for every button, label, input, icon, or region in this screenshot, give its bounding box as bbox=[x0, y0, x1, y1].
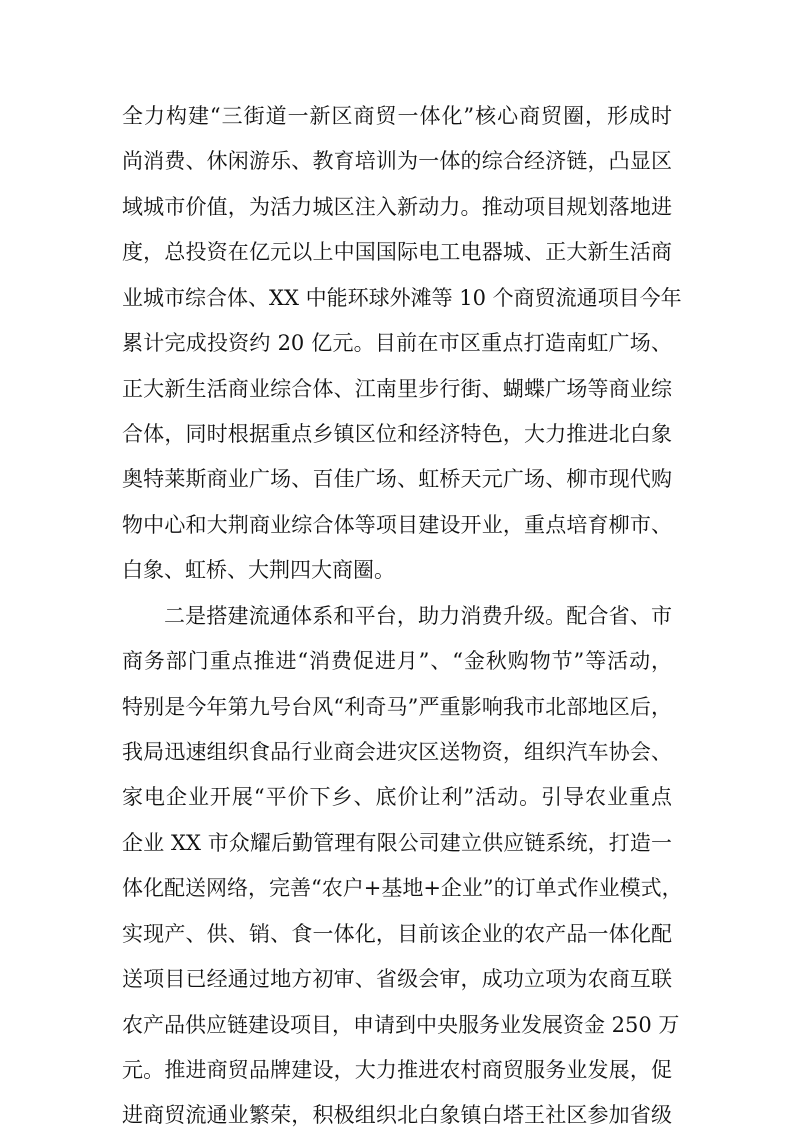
text-line: 正大新生活商业综合体、江南里步行街、蝴蝶广场等商业综 bbox=[122, 377, 672, 401]
text-line: 商务部门重点推进“消费促进月”、“金秋购物节”等活动， bbox=[122, 649, 672, 673]
text-line: 业城市综合体、XX 中能环球外滩等 10 个商贸流通项目今年 bbox=[122, 286, 682, 310]
text-line: 累计完成投资约 20 亿元。目前在市区重点打造南虹广场、 bbox=[122, 331, 672, 355]
text-line: 我局迅速组织食品行业商会进灾区送物资，组织汽车协会、 bbox=[122, 740, 672, 764]
text-line: 合体，同时根据重点乡镇区位和经济特色，大力推进北白象 bbox=[122, 422, 672, 446]
text-line: 全力构建“三街道一新区商贸一体化”核心商贸圈，形成时 bbox=[122, 104, 672, 128]
text-line: 家电企业开展“平价下乡、底价让利”活动。引导农业重点 bbox=[122, 785, 672, 809]
text-line: 尚消费、休闲游乐、教育培训为一体的综合经济链，凸显区 bbox=[122, 149, 672, 173]
text-line: 体化配送网络，完善“农户+基地+企业”的订单式作业模式， bbox=[122, 876, 683, 900]
text-line: 元。推进商贸品牌建设，大力推进农村商贸服务业发展，促 bbox=[122, 1058, 672, 1082]
text-line: 度，总投资在亿元以上中国国际电工电器城、正大新生活商 bbox=[122, 240, 672, 264]
text-line: 企业 XX 市众耀后勤管理有限公司建立供应链系统，打造一 bbox=[122, 831, 672, 855]
text-line: 域城市价值，为活力城区注入新动力。推动项目规划落地进 bbox=[122, 195, 672, 219]
paragraph-first-line: 二是搭建流通体系和平台，助力消费升级。配合省、市 bbox=[164, 604, 672, 628]
text-line: 物中心和大荆商业综合体等项目建设开业，重点培育柳市、 bbox=[122, 513, 672, 537]
text-line: 特别是今年第九号台风“利奇马”严重影响我市北部地区后， bbox=[122, 695, 672, 719]
text-line: 实现产、供、销、食一体化，目前该企业的农产品一体化配 bbox=[122, 922, 672, 946]
text-line: 奥特莱斯商业广场、百佳广场、虹桥天元广场、柳市现代购 bbox=[122, 467, 672, 491]
text-line: 进商贸流通业繁荣，积极组织北白象镇白塔王社区参加省级 bbox=[122, 1103, 672, 1127]
paragraph-end-line: 白象、虹桥、大荆四大商圈。 bbox=[122, 558, 395, 582]
text-line: 农产品供应链建设项目，申请到中央服务业发展资金 250 万 bbox=[122, 1013, 680, 1037]
text-line: 送项目已经通过地方初审、省级会审，成功立项为农商互联 bbox=[122, 967, 672, 991]
